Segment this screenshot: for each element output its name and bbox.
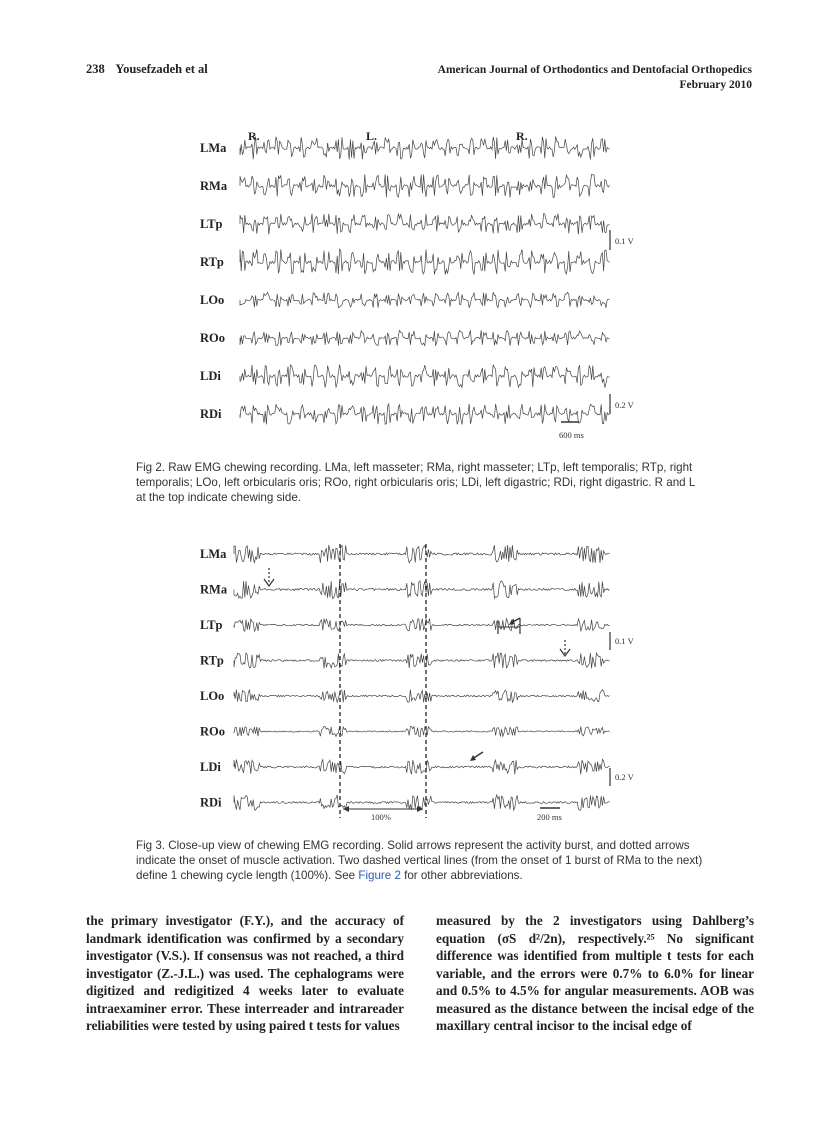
channel-label-ldi: LDi: [200, 369, 221, 383]
figure-2-link[interactable]: Figure 2: [358, 869, 401, 882]
fig3-caption-end: for other abbreviations.: [400, 869, 523, 882]
channel-label-rtp: RTp: [200, 255, 224, 269]
fig3-scale-upper: 0.1 V: [615, 636, 634, 646]
emg-trace-loo: [240, 292, 610, 308]
channel-label-rdi: RDi: [200, 407, 222, 421]
channel-label-loo: LOo: [200, 689, 225, 703]
channel-label-roo: ROo: [200, 331, 225, 345]
authors: Yousefzadeh et al: [115, 62, 208, 76]
dotted-arrow-rma-onset: [264, 568, 274, 586]
fig2-caption: Fig 2. Raw EMG chewing recording. LMa, left masseter; RMa, right masseter; LTp, left temporalis; RTp, right temporalis; LOo, left orbicularis oris; ROo, right orbicularis oris; LDi, left digastric; RDi, right digastric. R and L at the top indicate chewing side.: [136, 461, 695, 504]
fig3-caption-main: Fig 3. Close-up view of chewing EMG recording. Solid arrows represent the activity burst, and dotted arrows indicate the onset of muscle activation. Two dashed vertical lines (from the onset of 1 burst of RMa to the next) define 1 chewing cycle length (100%). See: [136, 839, 703, 882]
fig3-cycle-label: 100%: [371, 812, 391, 822]
figure-3: [190, 540, 670, 825]
fig2-side-label-3: R.: [516, 129, 528, 143]
journal-title: American Journal of Orthodontics and Dentofacial Orthopedics: [437, 64, 752, 76]
channel-label-rdi: RDi: [200, 795, 222, 810]
channel-label-rma: RMa: [200, 179, 228, 193]
fig2-side-label-1: R.: [248, 129, 260, 143]
channel-label-rma: RMa: [200, 582, 228, 597]
channel-label-ldi: LDi: [200, 760, 221, 774]
channel-label-roo: ROo: [200, 724, 225, 739]
fig2-scale-upper: 0.1 V: [615, 236, 634, 246]
emg-trace-rma: [234, 581, 610, 599]
dotted-arrow-rtp-onset: [560, 640, 570, 656]
emg-trace-roo: [234, 726, 610, 736]
emg-trace-ltp: [240, 214, 610, 235]
body-text-right-column: measured by the 2 investigators using Dahlberg’s equation (σS d²/2n), respectively.²⁵ No significant difference was identified from multiple t tests for each variable, and the errors were 0.7% to 6.0% for linear and 0.5% to 4.5% for angular measurements. AOB was measured as the distance between the incisal edge of the maxillary central incisor to the incisal edge of: [436, 913, 754, 1033]
channel-label-lma: LMa: [200, 141, 227, 155]
channel-label-lma: LMa: [200, 547, 227, 561]
channel-label-loo: LOo: [200, 293, 225, 307]
fig3-emg-closeup: [190, 540, 670, 825]
emg-trace-ldi: [234, 759, 610, 774]
emg-trace-lma: [234, 545, 610, 563]
page-number: 238: [86, 62, 105, 76]
fig3-time-scale: 200 ms: [537, 812, 562, 822]
emg-trace-rtp: [234, 653, 610, 669]
figure-2: [190, 126, 670, 446]
fig2-scale-lower: 0.2 V: [615, 400, 634, 410]
body-text-left-column: the primary investigator (F.Y.), and the accuracy of landmark identification was confirmed by a secondary investigator (V.S.). If consensus was not reached, a third investigator (Z.-J.L.) was used. The cephalograms were digitized and redigitized 4 weeks later to evaluate intraexaminer error. These interreader and intrareader reliabilities were tested by using paired t tests for values: [86, 913, 404, 1033]
solid-arrow-ltp-burst: [498, 618, 520, 634]
fig2-time-scale: 600 ms: [559, 430, 584, 440]
emg-trace-ltp: [234, 619, 610, 632]
fig3-caption: [136, 838, 706, 883]
running-header-right: [438, 63, 752, 93]
fig2-side-label-2: L.: [366, 129, 378, 143]
emg-trace-roo: [240, 330, 610, 346]
running-header-left: [86, 62, 208, 77]
emg-trace-rdi: [240, 404, 610, 425]
channel-label-rtp: RTp: [200, 653, 224, 668]
channel-label-ltp: LTp: [200, 217, 223, 231]
emg-trace-loo: [234, 690, 610, 703]
emg-trace-rma: [240, 174, 610, 197]
issue-date: February 2010: [679, 79, 752, 91]
fig2-emg-traces: [190, 126, 670, 446]
emg-trace-lma: [240, 136, 610, 159]
emg-trace-rtp: [240, 249, 610, 275]
emg-trace-ldi: [240, 365, 610, 388]
fig3-scale-lower: 0.2 V: [615, 772, 634, 782]
solid-arrow-ldi-burst: [470, 752, 483, 761]
channel-label-ltp: LTp: [200, 618, 223, 632]
